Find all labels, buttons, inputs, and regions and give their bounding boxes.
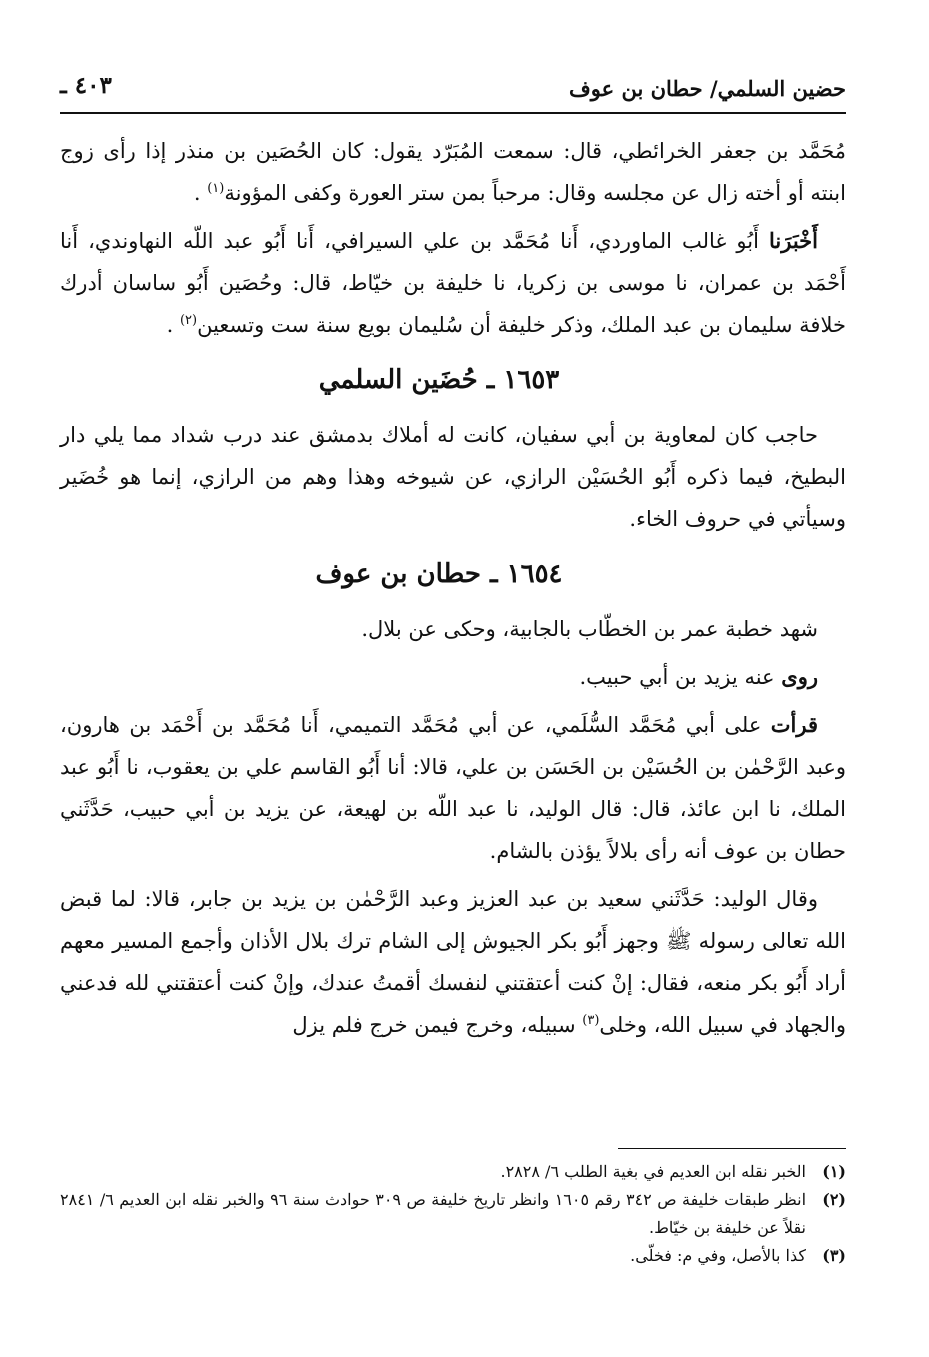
main-text (60, 130, 846, 1052)
footnote-text: انظر طبقات خليفة ص ٣٤٢ رقم ١٦٠٥ وانظر تاريخ خليفة ص ٣٠٩ حوادث سنة ٩٦ والخبر نقله ابن العديم ٦/ ٢٨٤١ نقلاً عن خليفة بن خيّاط. (60, 1190, 807, 1237)
footnote-3 (60, 1242, 846, 1270)
entry-heading-1654: ١٦٥٤ ـ حطان بن عوف (315, 559, 563, 589)
footnote-text: كذا بالأصل، وفي م: فخلّى. (630, 1246, 806, 1265)
paragraph-text: مُحَمَّد بن جعفر الخرائطي، قال: سمعت المُبَرّد يقول: كان الحُصَين بن منذر إذا رأى زوج ابنته أو أخته زال عن مجلسه وقال: مرحباً بمن ستر العورة وكفى المؤونة (60, 139, 846, 205)
footnote-number: (٣) (822, 1246, 846, 1265)
footnotes (60, 1158, 846, 1270)
footnote-number: (١) (822, 1162, 846, 1181)
paragraph-5 (60, 656, 846, 698)
paragraph-end: . (166, 313, 180, 337)
footnote-number: (٢) (822, 1190, 846, 1209)
footnote-rule (618, 1148, 846, 1149)
header-rule (60, 112, 846, 114)
paragraph-text: وقال الوليد: حَدَّثَني سعيد بن عبد العزيز وعبد الرَّحْمٰن بن يزيد بن جابر، قالا: لما قبض الله تعالى رسوله ﷺ وجهز أَبُو بكر الجيوش إلى الشام ترك بلال الأذان وأجمع المسير معهم أراد أَبُو بكر منعه، فقال: إنْ كنت أعتقتني لنفسك أقمتُ عندك، وإنْ كنت أعتقتني لله فدعني والجهاد في سبيل الله، وخلى (60, 887, 846, 1037)
paragraph-text: على أبي مُحَمَّد السُّلَمي، عن أبي مُحَمَّد التميمي، أَنا مُحَمَّد بن أَحْمَد بن هارون، وعبد الرَّحْمٰن بن الحُسَيْن بن الحَسَن بن علي، قالا: أنا أَبُو القاسم علي بن يعقوب، نا أَبُو عبد الملك، نا ابن عائذ، قال: قال الوليد، نا عبد اللّه بن لهيعة، عن يزيد بن أبي حبيب، حَدَّثَني حطان بن عوف أنه رأى بلالاً يؤذن بالشام. (60, 713, 846, 863)
footnote-ref-1: (١) (207, 181, 225, 196)
page-number: ٤٠٣ ـ (60, 72, 112, 99)
running-title: حضين السلمي/ حطان بن عوف (569, 76, 846, 101)
paragraph-2 (60, 220, 846, 346)
footnote-2 (60, 1186, 846, 1242)
footnote-1 (60, 1158, 846, 1186)
entry-heading-1653: ١٦٥٣ ـ حُضَين السلمي (318, 365, 560, 395)
lead-word: أَخْبَرَنا (769, 228, 818, 253)
lead-word: قرأت (770, 712, 818, 737)
footnote-text: الخبر نقله ابن العديم في بغية الطلب ٦/ ٢٨٢٨. (500, 1162, 806, 1181)
paragraph-7 (60, 878, 846, 1046)
paragraph-1 (60, 130, 846, 214)
paragraph-3: حاجب كان لمعاوية بن أبي سفيان، كانت له أملاك بدمشق عند درب شداد مما يلي دار البطيخ، فيما ذكره أَبُو الحُسَيْن الرازي، عن شيوخه وهذا وهم من الرازي، إنما هو خُضَير وسيأتي في حروف الخاء. (60, 423, 846, 531)
footnote-ref-2: (٢) (179, 313, 198, 328)
paragraph-text: سبيله، وخرج فيمن خرج فلم يزل (292, 1013, 583, 1037)
paragraph-text: أَبُو غالب الماوردي، أَنا مُحَمَّد بن علي السيرافي، أَنا أَبُو عبد اللّه النهاوندي، أَنا أَحْمَد بن عمران، نا موسى بن زكريا، نا خليفة بن خيّاط، قال: وحُصَين أَبُو ساسان أدرك خلافة سليمان بن عبد الملك، وذكر خليفة أن سُليمان بويع سنة ست وتسعين (60, 229, 846, 337)
footnote-ref-3: (٣) (582, 1013, 600, 1028)
paragraph-text: عنه يزيد بن أبي حبيب. (579, 665, 782, 689)
paragraph-end: . (193, 181, 208, 205)
paragraph-4: شهد خطبة عمر بن الخطّاب بالجابية، وحكى عن بلال. (361, 617, 818, 641)
lead-word: روى (781, 664, 818, 689)
paragraph-6 (60, 704, 846, 872)
page-header (60, 66, 846, 106)
